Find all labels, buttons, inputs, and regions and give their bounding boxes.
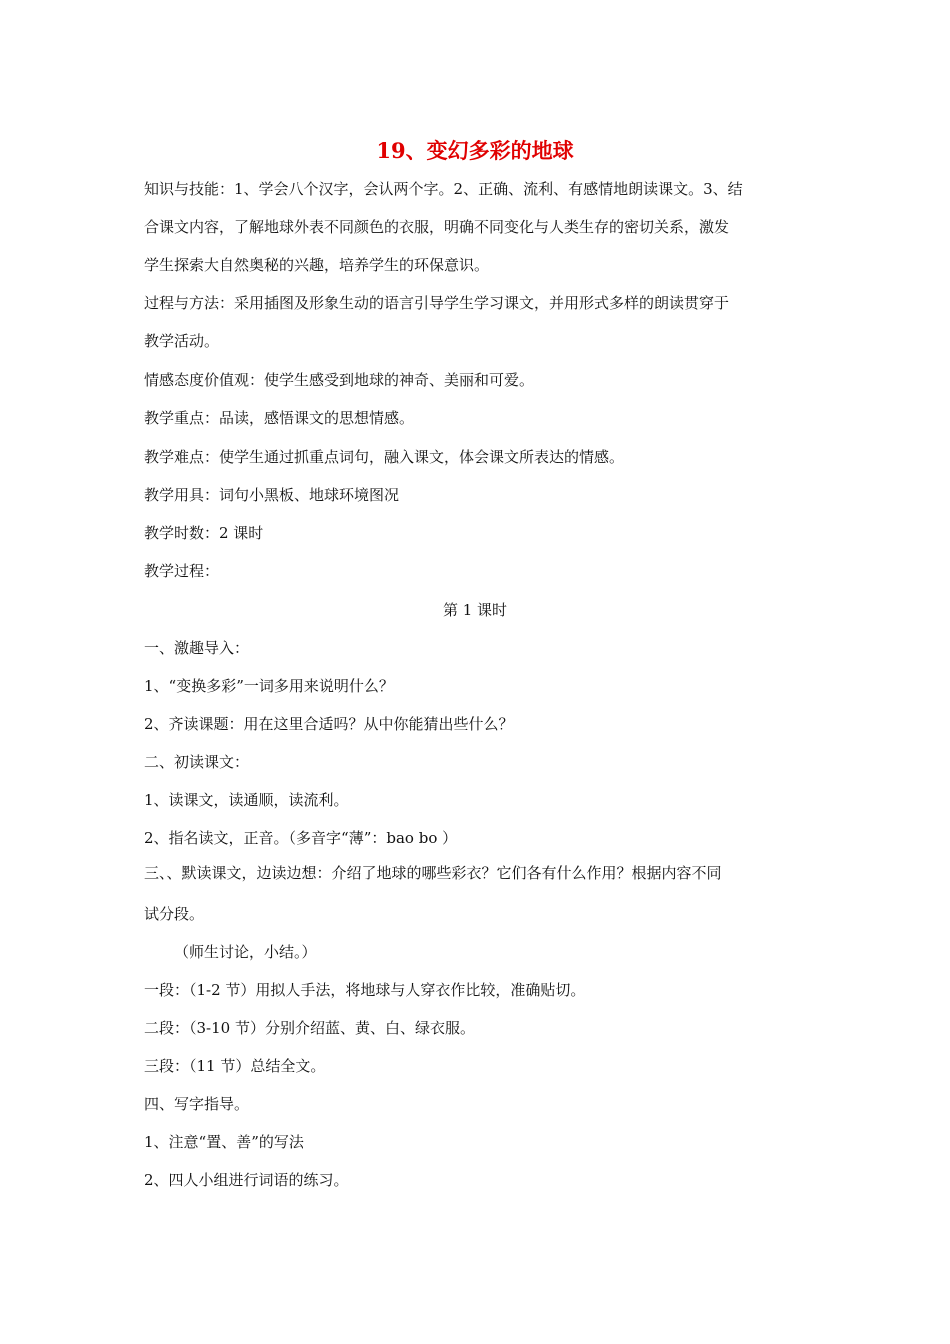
- paragraph-line: 三、、默读课文，边读边想：介绍了地球的哪些彩衣？它们各有什么作用？根据内容不同: [144, 864, 722, 882]
- paragraph-line: 教学时数：2 课时: [144, 524, 264, 542]
- paragraph-line: 教学活动。: [144, 332, 220, 350]
- paragraph-line: 一段：（1-2 节）用拟人手法，将地球与人穿衣作比较，准确贴切。: [144, 981, 586, 999]
- paragraph-line: 1、“变换多彩”一词多用来说明什么？: [144, 677, 394, 695]
- paragraph-line: 教学重点：品读，感悟课文的思想情感。: [144, 409, 415, 427]
- paragraph-line: 情感态度价值观：使学生感受到地球的神奇、美丽和可爱。: [144, 371, 535, 389]
- paragraph-line: （师生讨论，小结。）: [174, 943, 317, 961]
- paragraph-line: 四、写字指导。: [144, 1095, 250, 1113]
- paragraph-line: 二、初读课文：: [144, 753, 250, 771]
- paragraph-line: 1、注意“置、善”的写法: [144, 1133, 304, 1151]
- paragraph-line: 一、激趣导入：: [144, 639, 250, 657]
- document-title: 19、变幻多彩的地球: [376, 138, 574, 163]
- paragraph-line: 教学难点：使学生通过抓重点词句，融入课文，体会课文所表达的情感。: [144, 448, 625, 466]
- paragraph-line: 教学过程：: [144, 562, 220, 580]
- paragraph-line: 2、指名读文，正音。（多音字“薄”：bao bo ）: [144, 829, 458, 847]
- paragraph-line: 教学用具：词句小黑板、地球环境图况: [144, 486, 400, 504]
- paragraph-line: 学生探索大自然奥秘的兴趣，培养学生的环保意识。: [144, 256, 490, 274]
- paragraph-line: 1、读课文，读通顺，读流利。: [144, 791, 349, 809]
- section-heading: 第 1 课时: [442, 601, 508, 619]
- paragraph-line: 过程与方法：采用插图及形象生动的语言引导学生学习课文，并用形式多样的朗读贯穿于: [144, 294, 730, 312]
- paragraph-line: 试分段。: [144, 905, 205, 923]
- paragraph-line: 合课文内容，了解地球外表不同颜色的衣服，明确不同变化与人类生存的密切关系，激发: [144, 218, 730, 236]
- paragraph-line: 2、齐读课题：用在这里合适吗？从中你能猜出些什么？: [144, 715, 514, 733]
- paragraph-line: 三段：（11 节）总结全文。: [144, 1057, 326, 1075]
- paragraph-line: 2、四人小组进行词语的练习。: [144, 1171, 349, 1189]
- paragraph-line: 二段：（3-10 节）分别介绍蓝、黄、白、绿衣服。: [144, 1019, 475, 1037]
- paragraph-line: 知识与技能：1、学会八个汉字，会认两个字。2、正确、流利、有感情地朗读课文。3、结: [144, 180, 743, 198]
